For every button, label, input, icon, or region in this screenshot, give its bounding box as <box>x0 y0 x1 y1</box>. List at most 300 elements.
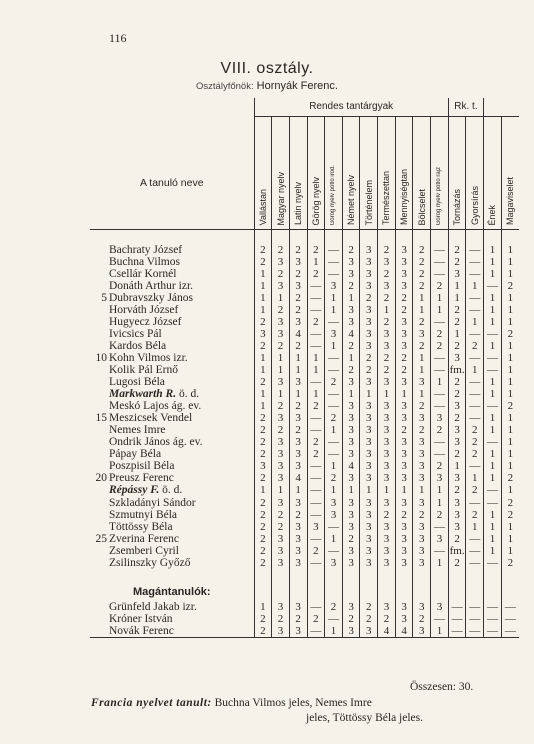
grade-cell: 2 <box>307 436 325 448</box>
grade-cell: 3 <box>413 472 431 484</box>
grade-cell: 2 <box>254 496 272 508</box>
grade-cell: 3 <box>360 328 378 340</box>
student-name-cell <box>90 436 254 448</box>
grade-cell: 1 <box>289 352 307 364</box>
grade-cell: — <box>307 340 325 352</box>
grade-cell: 3 <box>378 412 396 424</box>
student-name: Bachraty József <box>109 243 183 256</box>
grade-cell: 1 <box>484 533 502 545</box>
column-header-label: Történelem <box>363 179 374 226</box>
grade-cell: — <box>325 613 343 625</box>
grade-cell: 1 <box>448 292 466 304</box>
grade-cell: 3 <box>413 448 431 460</box>
grade-cell: 3 <box>360 521 378 533</box>
grade-cell: — <box>307 328 325 340</box>
column-header <box>448 117 466 230</box>
grade-cell: 3 <box>395 280 413 292</box>
grade-cell: 3 <box>289 280 307 292</box>
grade-cell: 3 <box>360 460 378 472</box>
head-teacher-label: Osztályfőnök: <box>196 81 254 92</box>
grade-cell: — <box>484 352 502 364</box>
grade-cell: 2 <box>289 424 307 436</box>
grade-cell: — <box>307 472 325 484</box>
grade-cell: 1 <box>431 625 449 638</box>
row-number: 10 <box>95 351 107 364</box>
grade-cell: — <box>307 304 325 316</box>
student-name-cell <box>90 509 254 521</box>
student-name: Grünfeld Jakab <box>109 600 180 613</box>
grade-cell: 2 <box>501 509 519 521</box>
grade-cell: — <box>325 244 343 256</box>
grade-cell: 2 <box>254 376 272 388</box>
grade-cell: — <box>466 388 484 400</box>
student-name: Répássy F. <box>109 484 160 497</box>
grade-cell: 2 <box>272 521 290 533</box>
grade-cell: 1 <box>484 388 502 400</box>
grade-cell: — <box>466 601 484 613</box>
grade-cell: 3 <box>289 460 307 472</box>
student-row <box>90 545 519 557</box>
grade-cell: 3 <box>342 316 360 328</box>
grade-cell: 3 <box>272 316 290 328</box>
grade-cell: 3 <box>395 328 413 340</box>
grade-cell: 3 <box>360 340 378 352</box>
student-name: Horváth József <box>109 303 179 316</box>
grade-cell: — <box>466 376 484 388</box>
grade-cell: 4 <box>289 472 307 484</box>
student-name-cell <box>90 340 254 352</box>
grade-cell: 2 <box>272 509 290 521</box>
grade-cell: 3 <box>448 521 466 533</box>
grade-cell: 3 <box>378 400 396 412</box>
grade-cell: 3 <box>378 328 396 340</box>
grade-cell: — <box>431 545 449 557</box>
grade-cell: 2 <box>254 509 272 521</box>
student-name-cell <box>90 244 254 256</box>
head-teacher-name: Hornyák Ferenc. <box>256 80 338 92</box>
grade-cell: 3 <box>360 472 378 484</box>
grade-cell: — <box>448 601 466 613</box>
grade-cell: — <box>466 304 484 316</box>
grade-cell: — <box>484 496 502 508</box>
grade-cell: 3 <box>325 557 343 569</box>
student-name: Markwarth R. <box>109 388 177 401</box>
grade-cell: 2 <box>448 484 466 496</box>
grade-cell: 3 <box>272 448 290 460</box>
grade-cell: — <box>484 601 502 613</box>
grade-cell: — <box>307 424 325 436</box>
grade-cell: 1 <box>413 484 431 496</box>
grade-cell: 2 <box>378 292 396 304</box>
student-row <box>90 304 519 316</box>
grade-cell: 3 <box>448 509 466 521</box>
student-name: Zsilinszky Győző <box>109 556 191 569</box>
grade-cell: 3 <box>395 601 413 613</box>
grade-cell: — <box>466 496 484 508</box>
grade-cell: 3 <box>413 412 431 424</box>
grade-cell: 1 <box>501 533 519 545</box>
grade-cell: 1 <box>289 364 307 376</box>
grade-cell: 3 <box>272 412 290 424</box>
student-name-cell <box>90 304 254 316</box>
student-name-cell <box>90 472 254 484</box>
student-name: Donáth Arthur <box>109 279 176 292</box>
grade-cell: 1 <box>413 304 431 316</box>
grade-cell: 2 <box>360 364 378 376</box>
student-name: Zverina Ferenc <box>109 532 179 545</box>
grade-cell: 1 <box>325 304 343 316</box>
grade-cell: 1 <box>501 521 519 533</box>
grade-cell: 1 <box>466 316 484 328</box>
grade-cell: 3 <box>395 557 413 569</box>
grade-cell: — <box>466 625 484 638</box>
student-row <box>90 244 519 256</box>
grade-cell: 2 <box>254 412 272 424</box>
grade-cell: 2 <box>254 613 272 625</box>
grade-cell: 1 <box>501 316 519 328</box>
column-header <box>342 117 360 230</box>
grade-cell: 1 <box>484 448 502 460</box>
grade-cell: — <box>325 400 343 412</box>
grade-cell: 1 <box>325 484 343 496</box>
grade-cell: 2 <box>342 533 360 545</box>
student-row <box>90 268 519 280</box>
grade-cell: 3 <box>289 521 307 533</box>
grade-cell: 2 <box>342 340 360 352</box>
student-name-cell <box>90 388 254 400</box>
grade-cell: 2 <box>307 316 325 328</box>
student-name-cell <box>90 521 254 533</box>
grade-cell: 3 <box>254 328 272 340</box>
grade-cell: 3 <box>325 328 343 340</box>
student-name: Szmutnyi Béla <box>109 508 178 521</box>
grade-cell: 4 <box>378 625 396 638</box>
grade-cell: 2 <box>448 376 466 388</box>
grade-cell: 3 <box>360 424 378 436</box>
grade-cell: 3 <box>360 509 378 521</box>
grade-cell: 1 <box>501 352 519 364</box>
student-name-cell <box>90 268 254 280</box>
grade-cell: 3 <box>360 304 378 316</box>
grade-cell: — <box>431 400 449 412</box>
grade-cell: 3 <box>272 557 290 569</box>
student-name-cell <box>90 601 254 613</box>
grade-cell: 3 <box>378 436 396 448</box>
student-name: Kohn Vilmos <box>109 351 171 364</box>
grade-cell: 3 <box>272 533 290 545</box>
grade-cell: 1 <box>484 545 502 557</box>
grade-cell: — <box>484 557 502 569</box>
grade-cell: 2 <box>448 448 466 460</box>
grade-cell: 3 <box>272 328 290 340</box>
column-header-label: Vallástan <box>257 189 268 226</box>
grade-cell: 1 <box>395 388 413 400</box>
grade-cell: 3 <box>342 268 360 280</box>
grade-cell: 3 <box>413 601 431 613</box>
student-row <box>90 496 519 508</box>
grade-cell: 2 <box>254 316 272 328</box>
grade-cell: 2 <box>501 472 519 484</box>
grade-cell: 1 <box>501 388 519 400</box>
student-row <box>90 484 519 496</box>
grade-cell: 2 <box>289 292 307 304</box>
footnote-label: Francia nyelvet tanult: <box>91 697 212 709</box>
grade-cell: 3 <box>360 412 378 424</box>
student-name: Buchna Vilmos <box>109 255 180 268</box>
grade-cell: 2 <box>501 328 519 340</box>
student-row <box>90 533 519 545</box>
student-name-cell <box>90 400 254 412</box>
student-row <box>90 613 519 625</box>
column-header <box>254 117 272 230</box>
grade-cell: 1 <box>484 376 502 388</box>
grade-cell: 2 <box>378 316 396 328</box>
grade-cell: 1 <box>307 388 325 400</box>
grade-cell: 3 <box>342 436 360 448</box>
grade-cell: 1 <box>431 557 449 569</box>
grade-cell: — <box>325 521 343 533</box>
grade-cell: 3 <box>342 545 360 557</box>
grade-cell: 1 <box>484 292 502 304</box>
grade-cell: 2 <box>360 601 378 613</box>
grade-cell: 2 <box>360 613 378 625</box>
grade-cell: — <box>325 256 343 268</box>
grade-cell: 3 <box>395 448 413 460</box>
grade-cell: 1 <box>484 244 502 256</box>
grade-cell: 3 <box>272 280 290 292</box>
grade-cell: 1 <box>501 340 519 352</box>
student-name: Lugosi Béla <box>109 376 165 389</box>
grade-cell: 3 <box>360 256 378 268</box>
grade-cell: 2 <box>254 533 272 545</box>
grade-cell: 1 <box>272 364 290 376</box>
grade-cell: 2 <box>325 412 343 424</box>
grade-cell: 3 <box>378 545 396 557</box>
grade-cell: 1 <box>254 484 272 496</box>
grade-cell: 1 <box>501 244 519 256</box>
grade-cell: 3 <box>378 376 396 388</box>
grade-cell: 3 <box>360 496 378 508</box>
grade-cell: 1 <box>289 484 307 496</box>
grade-cell: 1 <box>501 436 519 448</box>
grade-cell: 1 <box>484 268 502 280</box>
student-name: Ondrik János <box>109 436 171 449</box>
student-row <box>90 509 519 521</box>
column-header-label: Bölcselet <box>416 188 427 226</box>
grade-cell: 2 <box>307 268 325 280</box>
column-header <box>466 117 484 230</box>
grade-cell: 1 <box>254 268 272 280</box>
grade-cell: — <box>325 436 343 448</box>
grade-cell: 3 <box>448 436 466 448</box>
grade-cell: 2 <box>431 280 449 292</box>
grade-cell: — <box>431 364 449 376</box>
grade-cell: 2 <box>501 400 519 412</box>
student-row <box>90 625 519 638</box>
grade-cell: 3 <box>307 521 325 533</box>
grade-cell: 2 <box>413 280 431 292</box>
student-suffix: izr. <box>173 351 188 364</box>
grade-cell: 2 <box>413 424 431 436</box>
grade-cell: 2 <box>378 509 396 521</box>
grade-cell: 2 <box>272 340 290 352</box>
column-header-label: Görög nyelv pótló rajz <box>436 167 443 226</box>
grade-cell: 2 <box>289 340 307 352</box>
grade-cell: — <box>466 460 484 472</box>
grade-cell: 1 <box>431 376 449 388</box>
grade-cell: 3 <box>360 244 378 256</box>
grade-cell: 2 <box>431 509 449 521</box>
grade-cell: 2 <box>254 521 272 533</box>
grade-cell: 3 <box>342 400 360 412</box>
grade-cell: — <box>431 268 449 280</box>
spacer-row <box>90 569 519 583</box>
grade-cell: — <box>307 625 325 638</box>
grade-cell: 1 <box>448 328 466 340</box>
grade-cell: 3 <box>448 400 466 412</box>
group-header-rendes: Rendes tantárgyak <box>254 98 448 117</box>
grade-cell: — <box>307 460 325 472</box>
grade-cell: 3 <box>342 496 360 508</box>
student-name-cell <box>90 412 254 424</box>
grade-cell: — <box>431 316 449 328</box>
grade-cell: 3 <box>413 557 431 569</box>
grade-cell: — <box>484 613 502 625</box>
grade-cell: 2 <box>289 244 307 256</box>
grade-cell: 3 <box>431 412 449 424</box>
student-row <box>90 400 519 412</box>
grade-cell: 4 <box>289 328 307 340</box>
row-number: 15 <box>95 412 107 425</box>
grade-cell: 1 <box>501 376 519 388</box>
grade-cell: — <box>484 328 502 340</box>
grade-cell: 3 <box>342 557 360 569</box>
grade-cell: 2 <box>360 292 378 304</box>
grade-cell: 3 <box>289 533 307 545</box>
grade-cell: 1 <box>254 601 272 613</box>
grade-cell: 2 <box>272 613 290 625</box>
grade-cell: — <box>325 352 343 364</box>
column-header-label: Magyar nyelv <box>275 171 286 226</box>
grade-cell: 1 <box>254 388 272 400</box>
grade-cell: 1 <box>484 424 502 436</box>
grade-cell: 1 <box>466 280 484 292</box>
grade-cell: 3 <box>360 545 378 557</box>
grade-cell: 2 <box>254 244 272 256</box>
student-row <box>90 316 519 328</box>
grade-cell: 2 <box>307 448 325 460</box>
student-name-cell <box>90 280 254 292</box>
student-name: Kolik Pál Ernő <box>109 363 178 376</box>
grade-cell: 3 <box>360 376 378 388</box>
grade-cell: 3 <box>395 316 413 328</box>
grade-cell: — <box>466 557 484 569</box>
grade-cell: 2 <box>342 364 360 376</box>
column-header <box>307 117 325 230</box>
footnote-line-2: jeles, Töttössy Béla jeles. <box>306 712 424 724</box>
grade-cell: 3 <box>378 496 396 508</box>
grade-cell: 3 <box>289 625 307 638</box>
column-header-label: Magaviselet <box>505 177 516 226</box>
grade-cell: 3 <box>272 601 290 613</box>
grade-cell: 2 <box>431 328 449 340</box>
grade-cell: — <box>484 400 502 412</box>
grade-cell: 3 <box>378 521 396 533</box>
grade-cell: fm. <box>449 363 465 376</box>
student-name-cell <box>90 484 254 496</box>
grade-cell: 2 <box>448 304 466 316</box>
grade-cell: — <box>466 352 484 364</box>
grade-cell: 3 <box>272 376 290 388</box>
grade-cell: 2 <box>466 424 484 436</box>
column-header-label: Mennyiségtan <box>399 169 410 226</box>
grade-cell: 4 <box>342 460 360 472</box>
grade-cell: 1 <box>272 292 290 304</box>
column-header-label: Görög nyelv pótló irod. <box>330 165 337 226</box>
grade-cell: 2 <box>413 268 431 280</box>
grade-cell: 2 <box>413 316 431 328</box>
grade-cell: 2 <box>289 268 307 280</box>
grade-cell: 1 <box>484 509 502 521</box>
grade-cell: 2 <box>395 352 413 364</box>
grade-cell: 1 <box>501 268 519 280</box>
grade-cell: 3 <box>360 533 378 545</box>
grade-cell: 2 <box>272 244 290 256</box>
grade-cell: — <box>484 364 502 376</box>
grade-cell: — <box>466 256 484 268</box>
grade-cell: 2 <box>466 436 484 448</box>
student-name: Töttössy Béla <box>109 520 173 533</box>
grade-cell: — <box>431 388 449 400</box>
grade-cell: — <box>307 601 325 613</box>
grade-cell: 3 <box>272 625 290 638</box>
grade-cell: 2 <box>342 613 360 625</box>
grade-cell: 1 <box>413 292 431 304</box>
grade-cell: 3 <box>395 613 413 625</box>
grade-cell: 1 <box>289 388 307 400</box>
grade-cell: 2 <box>272 400 290 412</box>
grade-cell: 3 <box>395 472 413 484</box>
grade-cell: — <box>325 268 343 280</box>
grade-cell: — <box>325 316 343 328</box>
grade-cell: 2 <box>413 613 431 625</box>
grade-cell: 3 <box>342 256 360 268</box>
grade-cell: 3 <box>360 268 378 280</box>
grade-cell: 3 <box>342 601 360 613</box>
grade-cell: 2 <box>501 496 519 508</box>
grade-cell: — <box>448 625 466 638</box>
grade-cell: — <box>501 613 519 625</box>
grade-cell: 1 <box>501 424 519 436</box>
grade-cell: 3 <box>289 496 307 508</box>
student-row <box>90 376 519 388</box>
grade-cell: 1 <box>431 304 449 316</box>
student-row <box>90 448 519 460</box>
grade-cell: 1 <box>360 388 378 400</box>
grade-cell: 3 <box>289 316 307 328</box>
grade-cell: 3 <box>342 521 360 533</box>
student-row <box>90 256 519 268</box>
grade-cell: 2 <box>272 424 290 436</box>
student-name: Nemes Imre <box>109 424 166 437</box>
student-row <box>90 292 519 304</box>
group-header-row <box>90 98 519 117</box>
grade-cell: 3 <box>272 472 290 484</box>
grade-cell: 3 <box>289 436 307 448</box>
grade-cell: 3 <box>395 376 413 388</box>
student-row <box>90 472 519 484</box>
grade-cell: 2 <box>395 364 413 376</box>
